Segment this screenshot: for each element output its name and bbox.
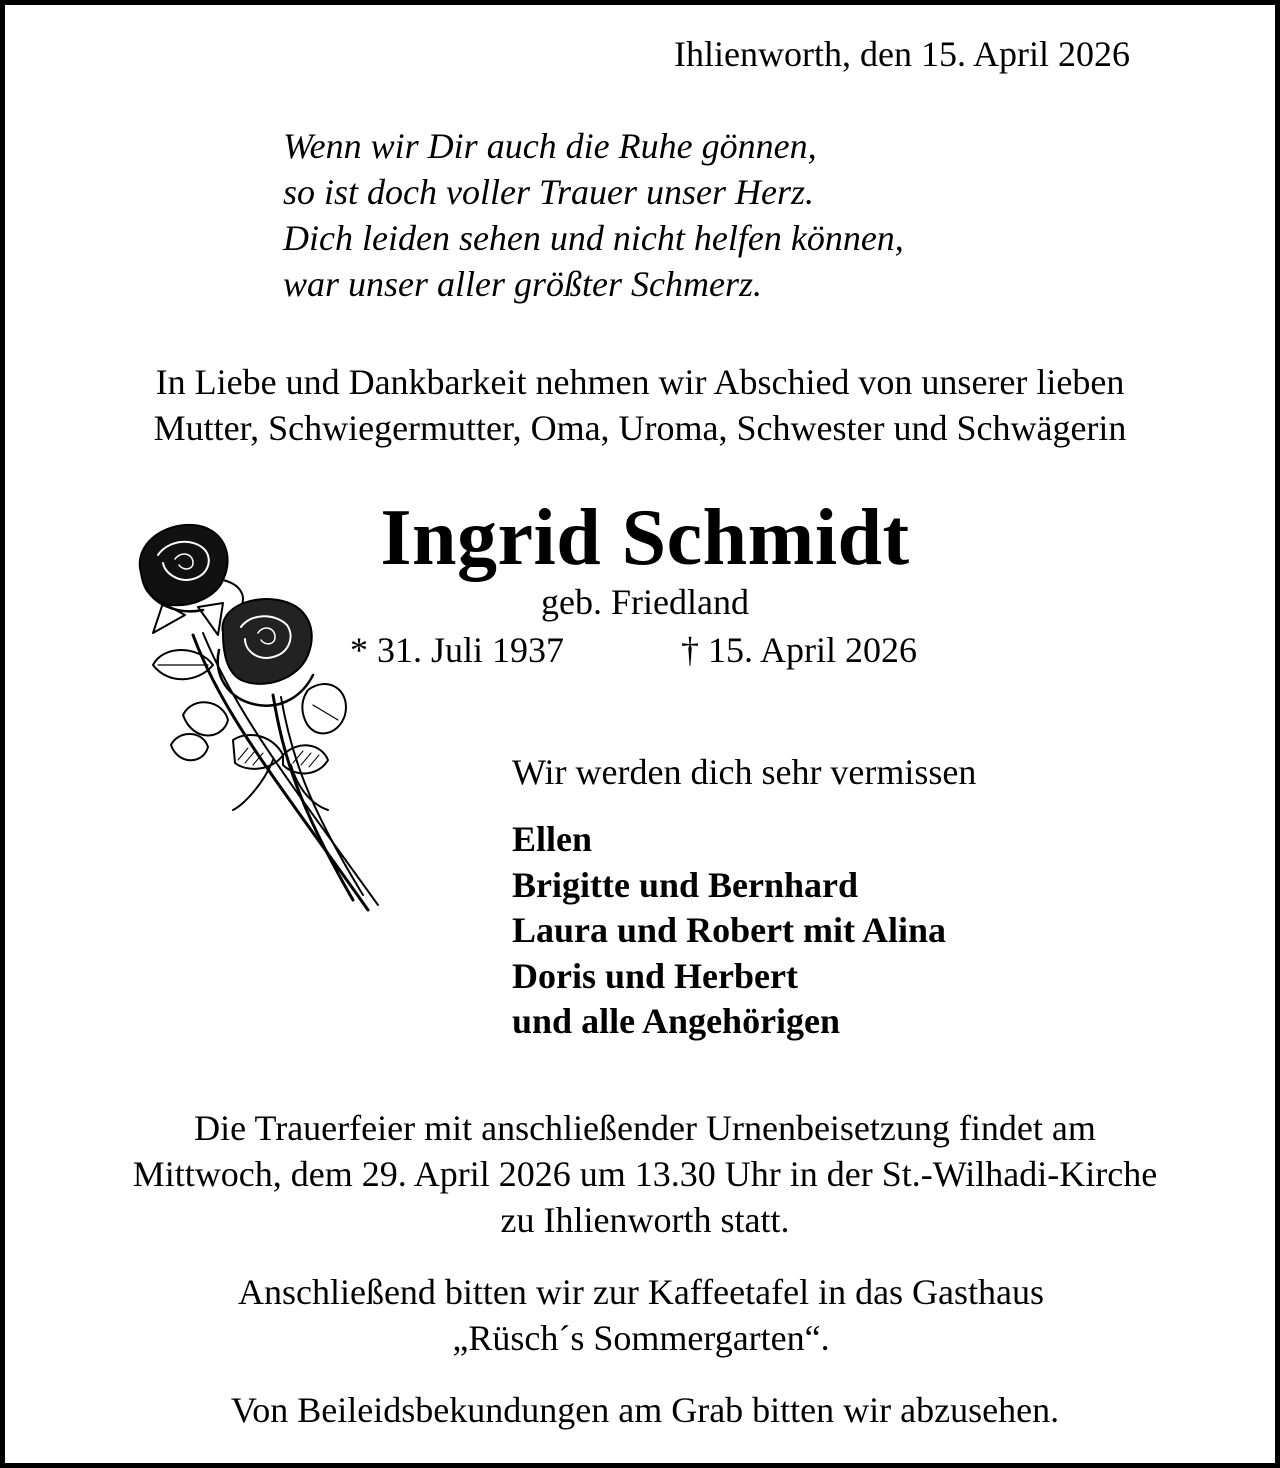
- mourner-name: Ellen: [512, 819, 593, 859]
- poem-line: so ist doch voller Trauer unser Herz.: [283, 172, 814, 212]
- service-line: zu Ihlienworth statt.: [500, 1200, 790, 1240]
- coffee-line: „Rüsch´s Sommergarten“.: [452, 1318, 830, 1358]
- place-and-date: Ihlienworth, den 15. April 2026: [674, 34, 1130, 74]
- poem: [283, 123, 904, 307]
- mourner-name: und alle Angehörigen: [512, 1001, 841, 1041]
- coffee-line: Anschließend bitten wir zur Kaffeetafel in das Gasthaus: [237, 1272, 1045, 1312]
- mourner-name: Brigitte und Bernhard: [512, 864, 859, 905]
- service-line: Die Trauerfeier mit anschließender Urnenbeisetzung findet am: [194, 1108, 1096, 1148]
- service-line: Mittwoch, dem 29. April 2026 um 13.30 Uhr in der St.-Wilhadi-Kirche: [132, 1154, 1158, 1194]
- birth-date: * 31. Juli 1937: [350, 630, 565, 670]
- poem-line: Wenn wir Dir auch die Ruhe gönnen,: [283, 126, 817, 166]
- intro-line: Mutter, Schwiegermutter, Oma, Uroma, Schwester und Schwägerin: [153, 408, 1127, 448]
- deceased-name: Ingrid Schmidt: [380, 494, 910, 582]
- farewell-intro: [5, 359, 1275, 451]
- miss-line: Wir werden dich sehr vermissen: [512, 752, 977, 792]
- mourner-name: Doris und Herbert: [512, 955, 798, 996]
- condolence-note: Von Beileidsbekundungen am Grab bitten wir abzusehen.: [230, 1390, 1060, 1430]
- intro-line: In Liebe und Dankbarkeit nehmen wir Abschied von unserer lieben: [155, 362, 1125, 402]
- mourner-name: Laura und Robert mit Alina: [512, 910, 947, 950]
- coffee-reception-info: [5, 1269, 1277, 1361]
- death-date: † 15. April 2026: [681, 630, 918, 670]
- poem-line: Dich leiden sehen und nicht helfen können,: [283, 218, 904, 258]
- funeral-service-info: [5, 1105, 1280, 1243]
- maiden-name: geb. Friedland: [541, 582, 749, 622]
- mourners-list: [512, 817, 946, 1045]
- poem-line: war unser aller größter Schmerz.: [283, 264, 762, 304]
